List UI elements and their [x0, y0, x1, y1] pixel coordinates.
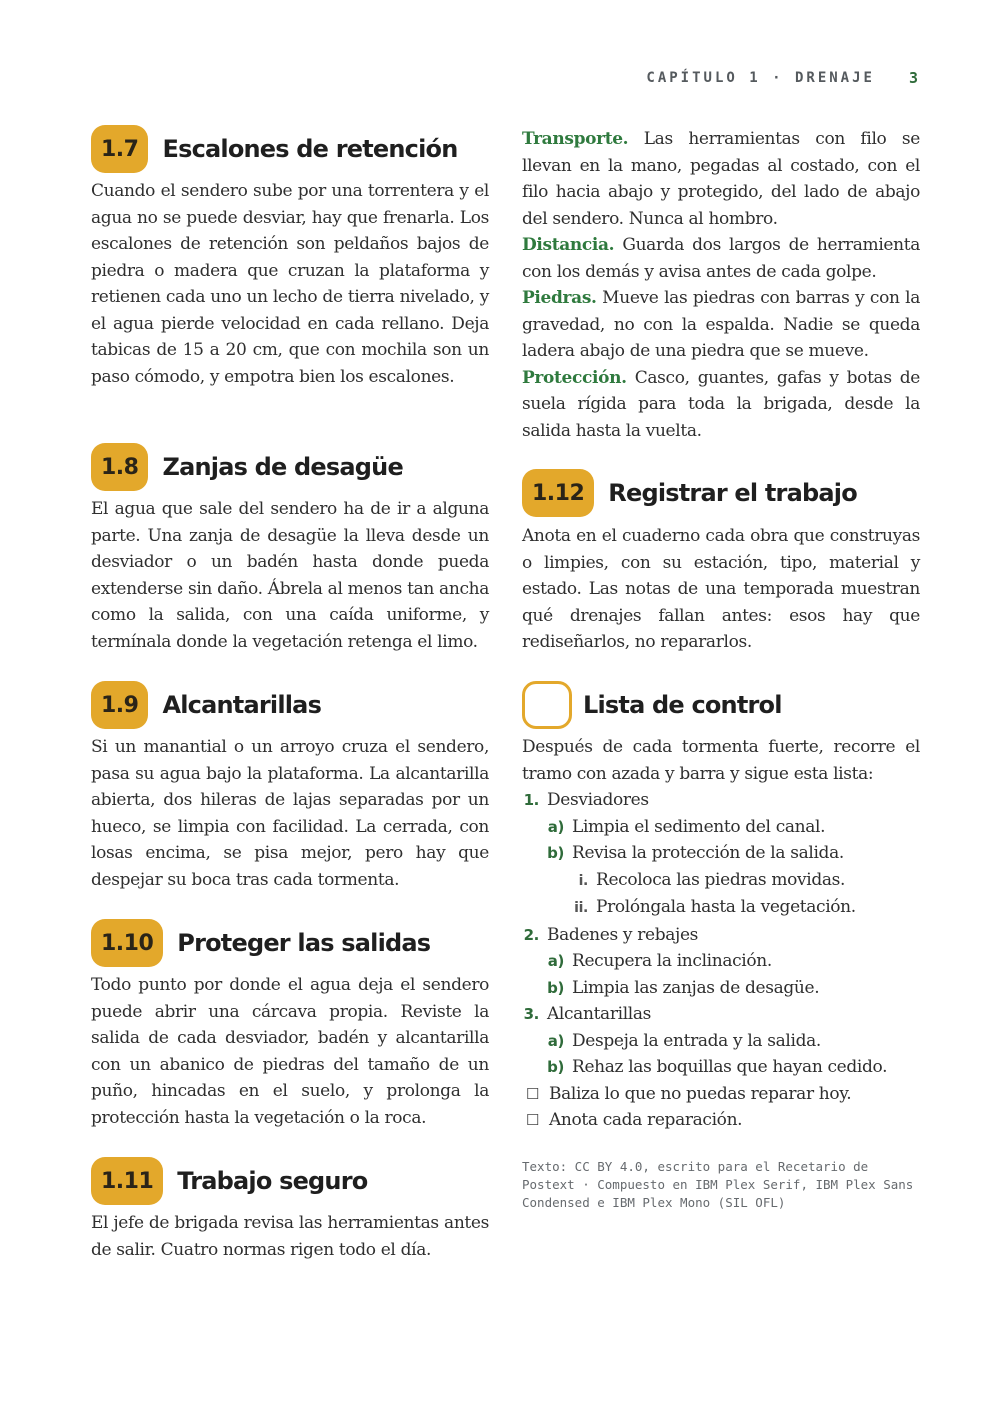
checkbox-item	[522, 1107, 920, 1134]
section-body-1-11: El jefe de brigada revisa las herramientas antes de salir. Cuatro normas rigen todo el día.	[91, 1213, 489, 1260]
rule-text: Las herramientas con filo se llevan en la mano, pegadas al costado, con el filo hacia abajo y protegido, del lado de abajo del sendero. Nunca al hombro.	[522, 129, 920, 229]
section-number-badge: 1.12	[522, 469, 594, 517]
section-number-badge: 1.8	[91, 443, 148, 491]
section-heading-1-10	[91, 918, 430, 968]
checkbox-item	[522, 1081, 920, 1108]
list-marker: i.	[578, 872, 588, 889]
section-title: Registrar el trabajo	[608, 479, 857, 507]
checkbox-icon: ☐	[525, 1084, 539, 1103]
list-marker: a)	[547, 817, 564, 836]
rule-distance	[522, 232, 920, 285]
checklist-intro: Después de cada tormenta fuerte, recorre el tramo con azada y barra y sigue esta lista:	[522, 737, 920, 784]
section-title: Lista de control	[583, 691, 782, 719]
section-heading-1-12	[522, 468, 857, 518]
list-item-text: Recupera la inclinación.	[572, 951, 772, 971]
list-item-text: Rehaz las boquillas que hayan cedido.	[572, 1057, 888, 1077]
list-item	[522, 948, 920, 975]
list-item-text: Prolóngala hasta la vegetación.	[596, 897, 856, 917]
list-marker: b)	[547, 844, 564, 862]
list-marker: a)	[547, 952, 564, 970]
list-item	[522, 1001, 920, 1028]
section-body-1-7: Cuando el sendero sube por una torrentera y el agua no se puede desviar, hay que frenarla. Los escalones de retención son peldaños bajos de piedra o madera que cruzan la plataforma y retienen cada uno un lecho de tierra nivelado, y el agua pierde velocidad en cada rellano. Deja tabicas de 15 a 20 cm, que con mochila son un paso cómodo, y empotra bien los escalones.	[91, 181, 489, 387]
rule-lead: Transporte.	[522, 129, 629, 149]
section-number-badge: 1.7	[91, 125, 148, 173]
list-marker: 2.	[523, 925, 539, 944]
section-heading-1-7	[91, 124, 458, 174]
list-marker: ii.	[574, 900, 588, 916]
checkbox-icon: ☐	[525, 1111, 539, 1129]
list-marker: 3.	[523, 1005, 539, 1023]
list-item-text: Revisa la protección de la salida.	[572, 843, 844, 863]
rule-lead: Protección.	[522, 367, 627, 388]
section-title: Zanjas de desagüe	[162, 453, 403, 481]
section-title: Escalones de retención	[162, 135, 458, 163]
list-marker: b)	[547, 978, 564, 997]
license-footnote: Texto: CC BY 4.0, escrito para el Recetario de Postext · Compuesto en IBM Plex Serif, IBM Plex Sans Condensed e IBM Plex Mono (SIL OFL)	[522, 1159, 914, 1210]
list-item-text: Despeja la entrada y la salida.	[572, 1030, 821, 1051]
section-body-1-10: Todo punto por donde el agua deja el sendero puede abrir una cárcava propia. Reviste la salida de cada desviador, badén y alcantarilla con un abanico de piedras del tamaño de un puño, hincadas en el suelo, y prolonga la protección hasta la vegetación o la roca.	[91, 975, 489, 1128]
section-heading-1-11	[91, 1156, 367, 1206]
section-number-badge: 1.9	[91, 681, 148, 729]
list-item	[522, 867, 920, 895]
checklist	[522, 787, 920, 1134]
section-body-1-8: El agua que sale del sendero ha de ir a alguna parte. Una zanja de desagüe la lleva desde un desviador o un badén hasta donde pueda extenderse sin daño. Ábrela al menos tan ancha como la salida, con una caída uniforme, y termínala donde la vegetación retenga el limo.	[91, 499, 489, 652]
list-item	[522, 922, 920, 949]
list-item-text: Anota cada reparación.	[549, 1110, 743, 1130]
rule-protection	[522, 365, 920, 445]
rule-text: Guarda dos largos de herramienta con los demás y avisa antes de cada golpe.	[522, 235, 920, 282]
section-number-badge: 1.10	[91, 919, 163, 967]
list-item	[522, 1028, 920, 1055]
list-item	[522, 840, 920, 867]
chapter-title: CAPÍTULO 1 · DRENAJE	[646, 70, 875, 86]
list-item	[522, 975, 920, 1002]
section-title: Alcantarillas	[162, 691, 322, 719]
list-item-text: Baliza lo que no puedas reparar hoy.	[549, 1083, 852, 1104]
list-marker: 1.	[523, 791, 539, 809]
page-number: 3	[908, 69, 918, 87]
section-heading-1-8	[91, 442, 403, 492]
rule-text: Mueve las piedras con barras y con la gravedad, no con la espalda. Nadie se queda ladera abajo de una piedra que se mueve.	[522, 288, 920, 361]
rule-stones	[522, 285, 920, 365]
list-marker: b)	[547, 1058, 564, 1076]
list-item	[522, 894, 920, 922]
running-header	[646, 66, 918, 90]
section-title: Trabajo seguro	[177, 1167, 368, 1195]
rule-lead: Piedras.	[522, 288, 597, 308]
section-number-badge: 1.11	[91, 1157, 163, 1205]
list-item-text: Desviadores	[547, 790, 649, 810]
section-body-1-9: Si un manantial o un arroyo cruza el sendero, pasa su agua bajo la plataforma. La alcantarilla abierta, dos hileras de lajas separadas por un hueco, se limpia con facilidad. La cerrada, con losas encima, se pisa mejor, pero hay que despejar su boca tras cada tormenta.	[91, 737, 489, 890]
list-item-text: Recoloca las piedras movidas.	[596, 869, 846, 890]
list-item	[522, 814, 920, 841]
rule-text: Casco, guantes, gafas y botas de suela rígida para toda la brigada, desde la salida hasta la vuelta.	[522, 367, 920, 441]
rule-transport	[522, 126, 920, 232]
section-body-1-12: Anota en el cuaderno cada obra que construyas o limpies, con su estación, tipo, material y estado. Las notas de una temporada muestran qué drenajes fallan antes: esos hay que rediseñarlos, no repararlos.	[522, 526, 920, 652]
list-item-text: Limpia las zanjas de desagüe.	[572, 977, 820, 998]
list-item	[522, 787, 920, 814]
list-item	[522, 1054, 920, 1081]
checkbox-badge-icon	[522, 681, 572, 729]
list-item-text: Limpia el sedimento del canal.	[572, 816, 826, 837]
list-item-text: Alcantarillas	[547, 1004, 652, 1024]
list-marker: a)	[547, 1031, 564, 1050]
section-title: Proteger las salidas	[177, 929, 431, 957]
section-heading-1-9	[91, 680, 321, 730]
list-item-text: Badenes y rebajes	[547, 924, 699, 945]
safety-rules	[522, 126, 920, 444]
section-heading-checklist	[522, 680, 782, 730]
rule-lead: Distancia.	[522, 235, 615, 255]
